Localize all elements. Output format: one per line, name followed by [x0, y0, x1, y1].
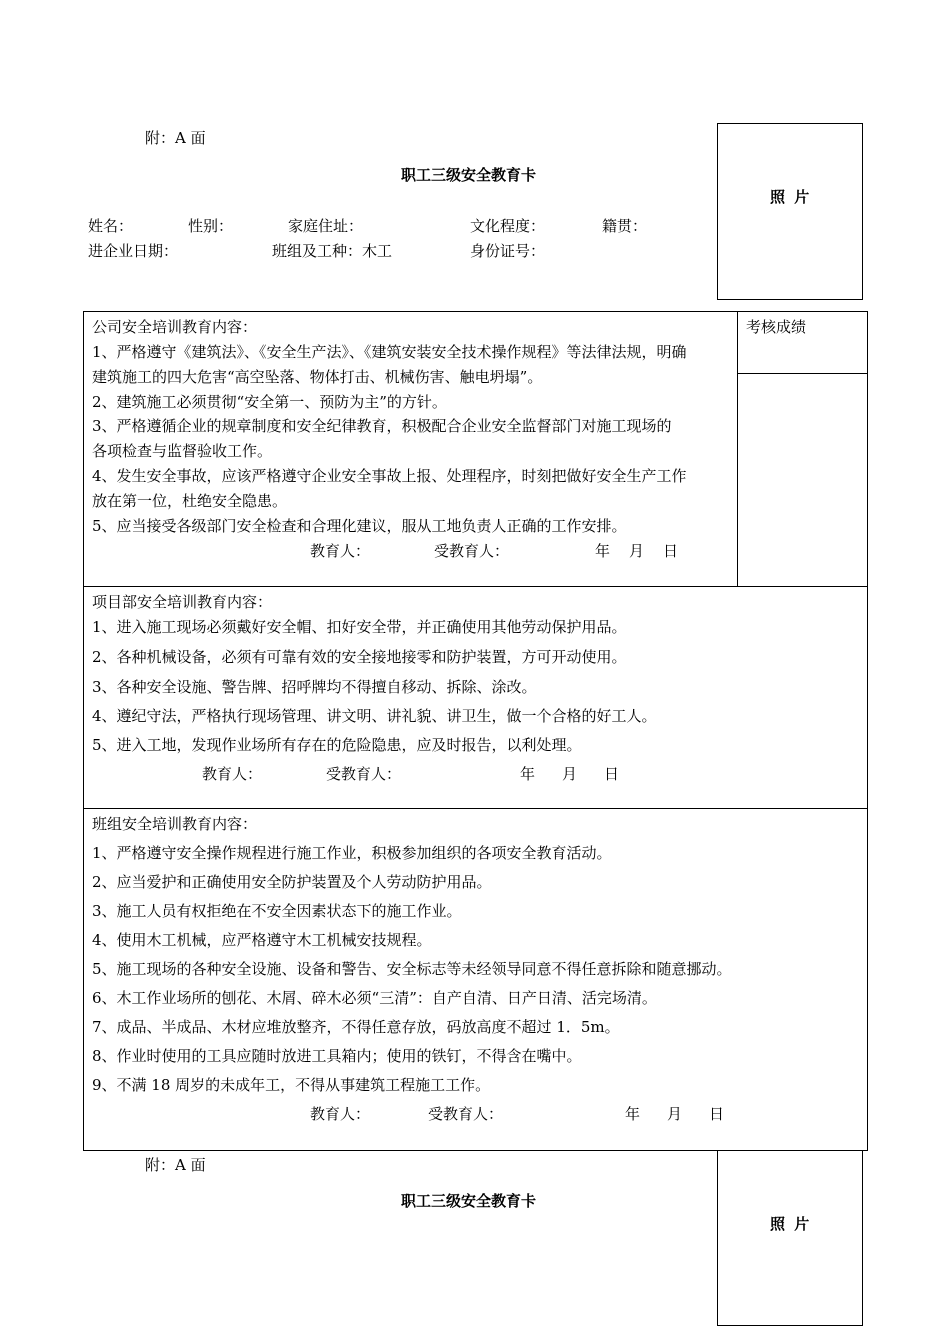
date-year: 年	[625, 1105, 641, 1123]
score-label: 考核成绩	[746, 318, 807, 336]
company-heading: 公司安全培训教育内容：	[92, 318, 258, 336]
date-day: 日	[663, 542, 679, 560]
company-line: 5、应当接受各级部门安全检查和合理化建议，服从工地负责人正确的工作安排。	[92, 517, 627, 535]
date-month: 月	[667, 1105, 683, 1123]
date-year: 年	[595, 542, 611, 560]
company-line: 各项检查与监督验收工作。	[92, 442, 273, 460]
team-line: 8、作业时使用的工具应随时放进工具箱内；使用的铁钉，不得含在嘴中。	[92, 1047, 582, 1065]
score-row-divider	[737, 373, 867, 374]
company-line: 3、严格遵循企业的规章制度和安全纪律教育，积极配合企业安全监督部门对施工现场的	[92, 417, 672, 435]
team-line: 3、施工人员有权拒绝在不安全因素状态下的施工作业。	[92, 902, 462, 920]
education-field[interactable]: 文化程度：	[470, 217, 546, 235]
company-line: 放在第一位，杜绝安全隐患。	[92, 492, 288, 510]
trainee-field[interactable]: 受教育人：	[428, 1105, 504, 1123]
date-month: 月	[629, 542, 645, 560]
company-line: 建筑施工的四大危害“高空坠落、物体打击、机械伤害、触电坍塌”。	[92, 368, 543, 386]
entry-date-field[interactable]: 进企业日期：	[88, 242, 179, 260]
card-title: 职工三级安全教育卡	[401, 1192, 537, 1210]
section-divider-1	[84, 586, 867, 587]
date-year: 年	[520, 765, 536, 783]
team-line: 7、成品、半成品、木材应堆放整齐，不得任意存放，码放高度不超过 1．5m。	[92, 1018, 620, 1036]
trainee-field[interactable]: 受教育人：	[434, 542, 510, 560]
team-line: 9、不满 18 周岁的未成年工，不得从事建筑工程施工工作。	[92, 1076, 491, 1094]
team-line: 1、严格遵守安全操作规程进行施工作业，积极参加组织的各项安全教育活动。	[92, 844, 612, 862]
appendix-label: 附：A 面	[145, 1156, 206, 1174]
project-line: 3、各种安全设施、警告牌、招呼牌均不得擅自移动、拆除、涂改。	[92, 678, 537, 696]
project-line: 5、进入工地，发现作业场所有存在的危险隐患，应及时报告，以利处理。	[92, 736, 582, 754]
date-day: 日	[604, 765, 620, 783]
educator-field[interactable]: 教育人：	[310, 542, 371, 560]
origin-field[interactable]: 籍贯：	[602, 217, 648, 235]
photo-label: 照 片	[770, 1215, 812, 1233]
team-trade-field[interactable]: 班组及工种：木工	[272, 242, 393, 260]
date-month: 月	[562, 765, 578, 783]
team-line: 6、木工作业场所的刨花、木屑、碎木必须“三清”：自产自清、日产日清、活完场清。	[92, 989, 657, 1007]
appendix-label: 附：A 面	[145, 129, 206, 147]
gender-field[interactable]: 性别：	[188, 217, 234, 235]
trainee-field[interactable]: 受教育人：	[326, 765, 402, 783]
project-heading: 项目部安全培训教育内容：	[92, 593, 273, 611]
educator-field[interactable]: 教育人：	[202, 765, 263, 783]
section-divider-2	[84, 808, 867, 809]
card-title: 职工三级安全教育卡	[401, 166, 537, 184]
educator-field[interactable]: 教育人：	[310, 1105, 371, 1123]
photo-box	[717, 123, 863, 300]
team-line: 4、使用木工机械，应严格遵守木工机械安技规程。	[92, 931, 432, 949]
address-field[interactable]: 家庭住址：	[288, 217, 364, 235]
project-line: 2、各种机械设备，必须有可靠有效的安全接地接零和防护装置，方可开动使用。	[92, 648, 627, 666]
photo-box	[717, 1150, 863, 1326]
project-line: 1、进入施工现场必须戴好安全帽、扣好安全带，并正确使用其他劳动保护用品。	[92, 618, 627, 636]
photo-label: 照 片	[770, 188, 812, 206]
team-line: 2、应当爱护和正确使用安全防护装置及个人劳动防护用品。	[92, 873, 492, 891]
company-line: 2、建筑施工必须贯彻“安全第一、预防为主”的方针。	[92, 393, 447, 411]
company-line: 4、发生安全事故，应该严格遵守企业安全事故上报、处理程序，时刻把做好安全生产工作	[92, 467, 687, 485]
id-number-field[interactable]: 身份证号：	[470, 242, 546, 260]
team-heading: 班组安全培训教育内容：	[92, 815, 258, 833]
project-line: 4、遵纪守法，严格执行现场管理、讲文明、讲礼貌、讲卫生，做一个合格的好工人。	[92, 707, 657, 725]
score-column-divider	[737, 312, 738, 587]
team-line: 5、施工现场的各种安全设施、设备和警告、安全标志等未经领导同意不得任意拆除和随意挪动。	[92, 960, 732, 978]
name-field[interactable]: 姓名：	[88, 217, 134, 235]
date-day: 日	[709, 1105, 725, 1123]
company-line: 1、严格遵守《建筑法》、《安全生产法》、《建筑安装安全技术操作规程》等法律法规，明确	[92, 343, 687, 361]
